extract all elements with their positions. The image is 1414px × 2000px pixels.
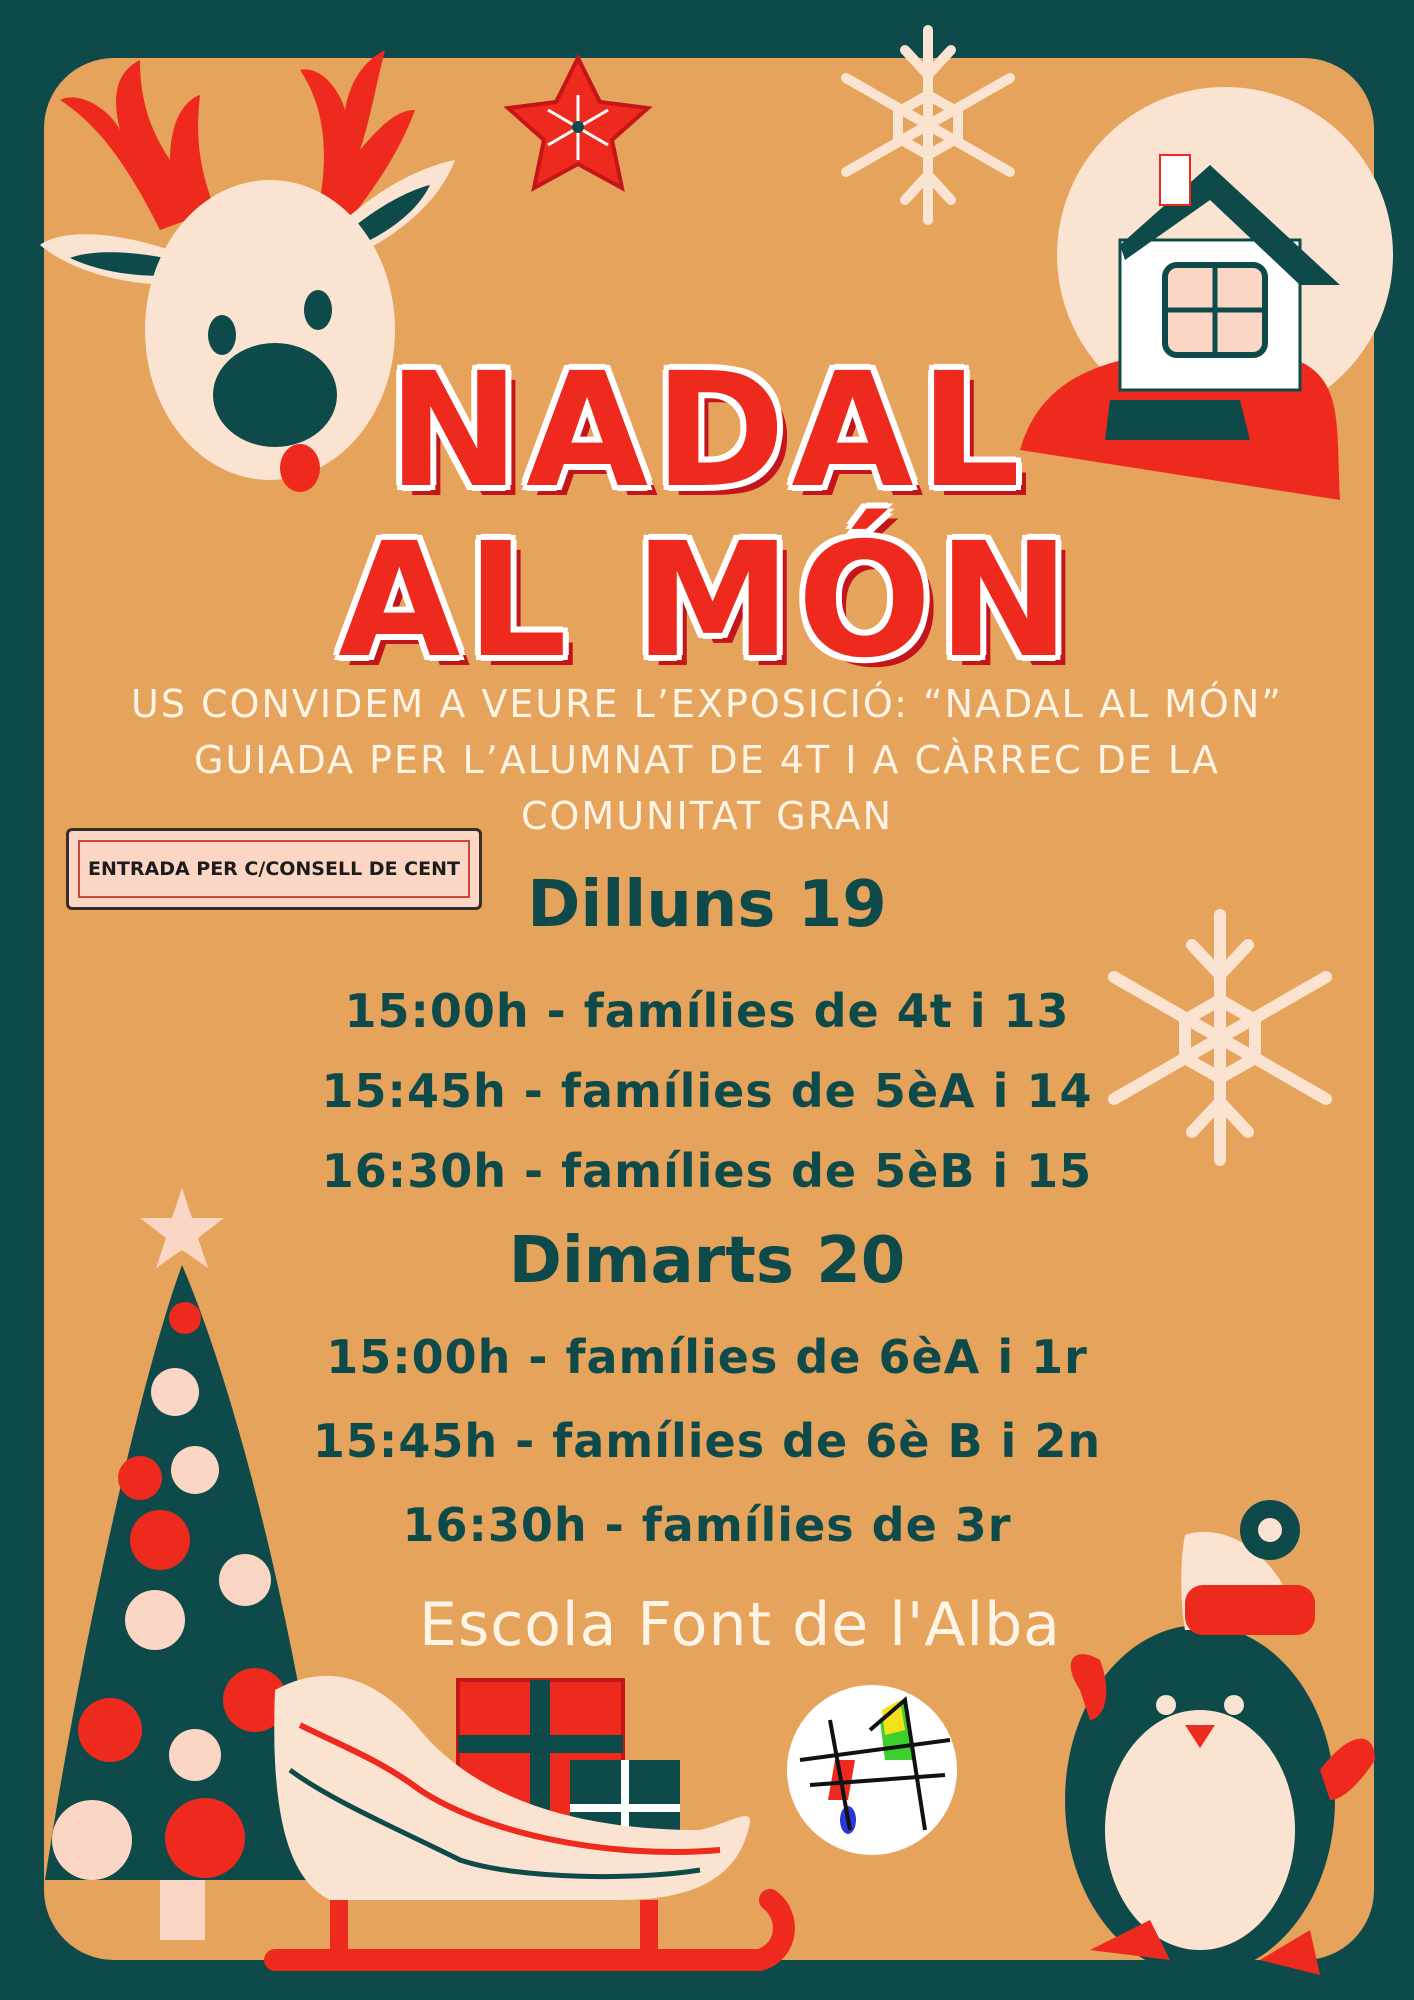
invitation-line: US CONVIDEM A VEURE L’EXPOSICIÓ: “NADAL AL MÓN” — [131, 682, 1283, 726]
title-line-2: AL MÓN — [338, 509, 1076, 693]
day-heading-tuesday: Dimarts 20 — [508, 1224, 906, 1298]
invitation-line: GUIADA PER L’ALUMNAT DE 4T I A CÀRREC DE LA — [194, 738, 1220, 782]
schedule-slot: 15:00h - famílies de 6èA i 1r — [326, 1330, 1088, 1384]
schedule-slot: 16:30h - famílies de 3r — [402, 1498, 1012, 1552]
penguin-icon — [1065, 1500, 1375, 1975]
day-heading-monday: Dilluns 19 — [527, 868, 887, 942]
schedule-slot: 15:45h - famílies de 6è B i 2n — [312, 1414, 1102, 1468]
entrance-label: ENTRADA PER C/CONSELL DE CENT — [78, 840, 470, 898]
schedule-slot: 15:45h - famílies de 5èA i 14 — [321, 1064, 1093, 1118]
star-cookie-icon — [508, 58, 648, 188]
school-logo-icon — [787, 1685, 957, 1855]
schedule-slot: 16:30h - famílies de 5èB i 15 — [321, 1144, 1093, 1198]
snowflake-icon — [846, 30, 1010, 220]
schedule-slot: 15:00h - famílies de 4t i 13 — [344, 984, 1070, 1038]
invitation-text — [110, 676, 1304, 844]
title-line-1: NADAL — [387, 339, 1027, 523]
invitation-line: COMUNITAT GRAN — [520, 794, 893, 838]
school-name: Escola Font de l'Alba — [419, 1590, 1061, 1660]
